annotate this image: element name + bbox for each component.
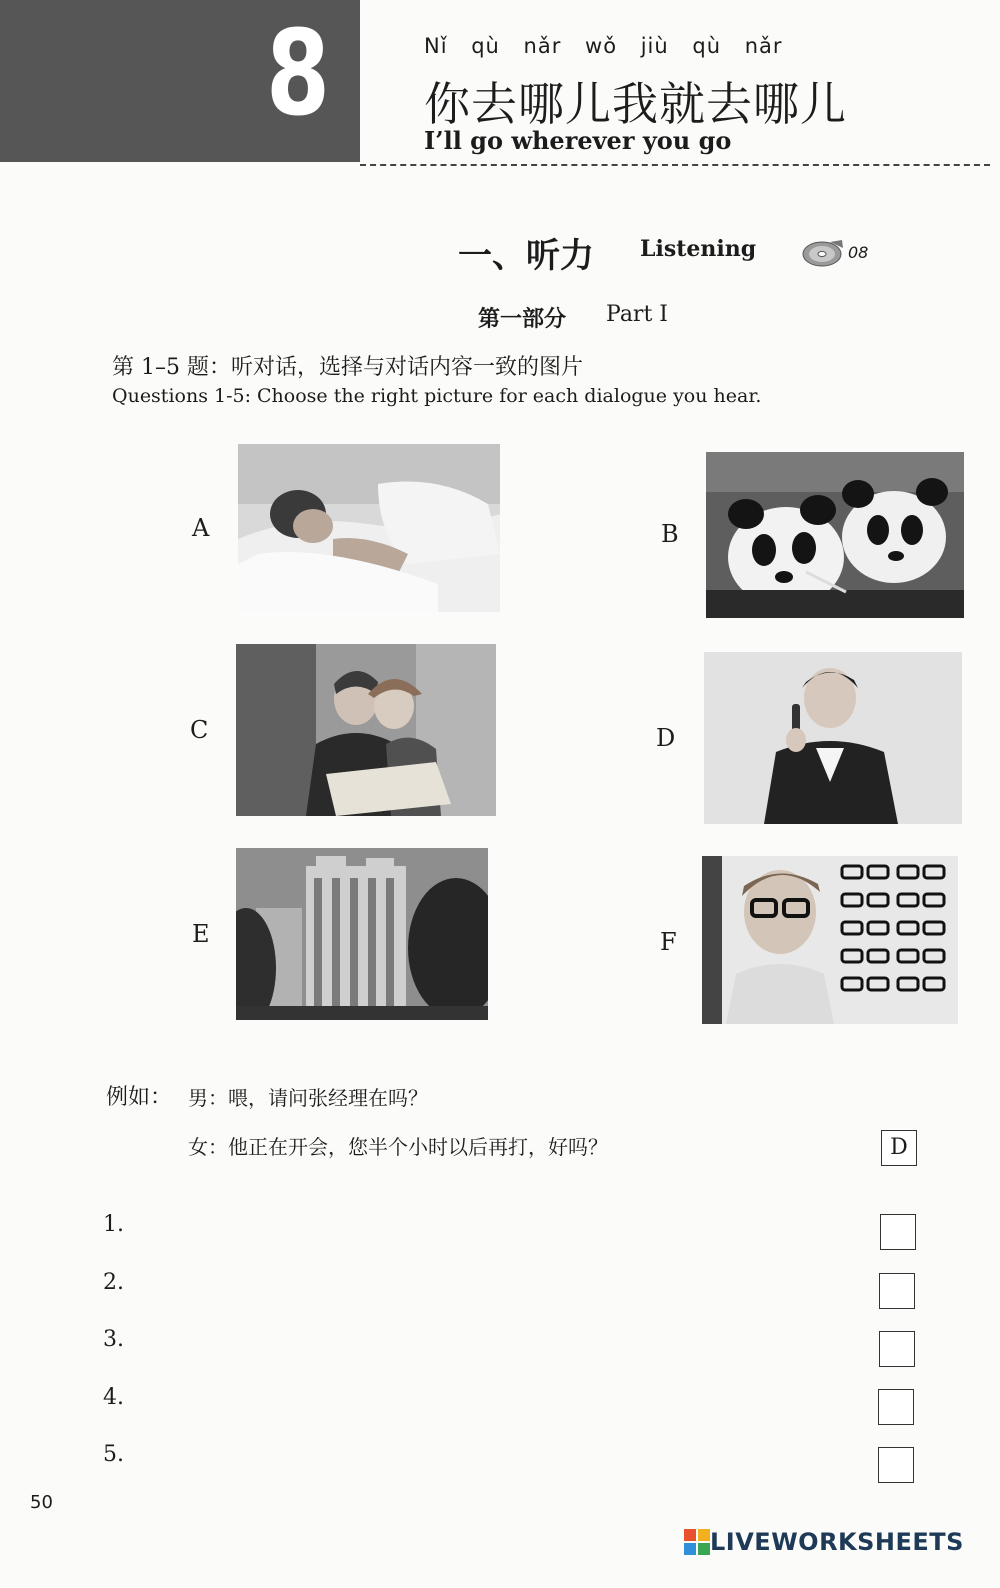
part-title-english: Part Ⅰ	[606, 302, 668, 327]
woman-sleeping-photo	[238, 444, 500, 612]
answer-box-5[interactable]	[878, 1447, 914, 1483]
answer-box-1[interactable]	[880, 1214, 916, 1250]
answer-box-3[interactable]	[879, 1331, 915, 1367]
example-answer-box: D	[881, 1130, 917, 1166]
question-number-3: 3.	[103, 1327, 124, 1352]
answer-box-2[interactable]	[879, 1273, 915, 1309]
section-title-chinese: 一、听力	[458, 236, 594, 276]
question-number-1: 1.	[103, 1212, 124, 1237]
man-with-glasses-photo	[702, 856, 958, 1024]
lesson-title-english: I’ll go wherever you go	[424, 126, 732, 155]
question-number-5: 5.	[103, 1442, 124, 1467]
picture-label-e: E	[192, 920, 210, 948]
header-divider	[360, 164, 990, 166]
instructions-chinese: 第 1–5 题：听对话，选择与对话内容一致的图片	[112, 355, 583, 380]
title-pinyin: Nǐ qù nǎr wǒ jiù qù nǎr	[424, 34, 783, 58]
question-number-2: 2.	[103, 1270, 124, 1295]
part-title-chinese: 第一部分	[478, 306, 567, 332]
picture-label-f: F	[660, 928, 677, 956]
question-number-4: 4.	[103, 1385, 124, 1410]
picture-label-b: B	[661, 520, 679, 548]
liveworksheets-logo[interactable]	[684, 1528, 964, 1556]
instructions-english: Questions 1-5: Choose the right picture for each dialogue you hear.	[112, 385, 762, 407]
couple-with-map-photo	[236, 644, 496, 816]
answer-box-4[interactable]	[878, 1389, 914, 1425]
lesson-number: 8	[265, 4, 331, 142]
example-label: 例如：	[106, 1085, 173, 1110]
picture-label-a: A	[192, 514, 210, 542]
lesson-title-chinese: 你去哪儿我就去哪儿	[424, 77, 847, 131]
section-title-english: Listening	[640, 236, 757, 262]
picture-label-d: D	[656, 724, 676, 752]
apartment-building-photo	[236, 848, 488, 1020]
example-dialogue-man: 男：喂，请问张经理在吗？	[188, 1086, 428, 1110]
page-number: 50	[30, 1492, 53, 1513]
receptionist-on-phone-photo	[704, 652, 962, 824]
liveworksheets-logo-icon	[684, 1529, 710, 1555]
audio-track-number: 08	[848, 243, 869, 262]
pandas-photo	[706, 452, 964, 618]
example-dialogue-woman: 女：他正在开会，您半个小时以后再打，好吗？	[188, 1135, 608, 1159]
liveworksheets-brand: LIVEWORKSHEETS	[710, 1528, 964, 1556]
cd-icon[interactable]	[802, 238, 846, 272]
picture-label-c: C	[190, 716, 209, 744]
